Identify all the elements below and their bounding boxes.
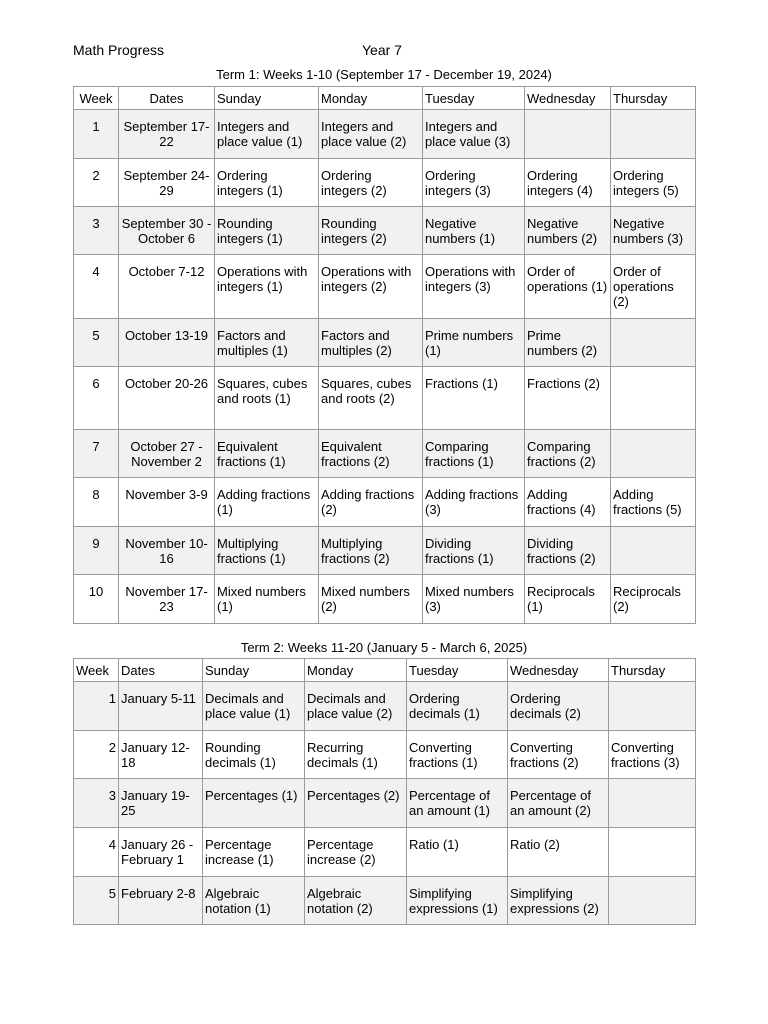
week-cell: 8: [74, 478, 119, 527]
table-row: [74, 575, 696, 624]
tuesday-cell: Ratio (1): [407, 828, 508, 877]
dates-cell: January 19-25: [119, 779, 203, 828]
table-row: [74, 779, 696, 828]
wednesday-cell: Prime numbers (2): [525, 319, 611, 367]
wednesday-cell: Ordering decimals (2): [508, 682, 609, 731]
tuesday-cell: Ordering integers (3): [423, 159, 525, 207]
monday-cell: Integers and place value (2): [319, 110, 423, 159]
thursday-cell: [611, 110, 696, 159]
wednesday-cell: [525, 110, 611, 159]
col-week-header: Week: [74, 659, 119, 682]
sunday-cell: Percentage increase (1): [203, 828, 305, 877]
dates-cell: September 30 - October 6: [119, 207, 215, 255]
tuesday-cell: Dividing fractions (1): [423, 527, 525, 575]
monday-cell: Percentages (2): [305, 779, 407, 828]
term1-header-row: [74, 87, 696, 110]
tuesday-cell: Operations with integers (3): [423, 255, 525, 319]
wednesday-cell: Ordering integers (4): [525, 159, 611, 207]
wednesday-cell: Adding fractions (4): [525, 478, 611, 527]
table-row: [74, 110, 696, 159]
thursday-cell: [609, 828, 696, 877]
sunday-cell: Decimals and place value (1): [203, 682, 305, 731]
dates-cell: September 24-29: [119, 159, 215, 207]
dates-cell: September 17-22: [119, 110, 215, 159]
col-sunday-header: Sunday: [203, 659, 305, 682]
thursday-cell: [611, 430, 696, 478]
thursday-cell: Adding fractions (5): [611, 478, 696, 527]
dates-cell: January 26 - February 1: [119, 828, 203, 877]
week-cell: 3: [74, 779, 119, 828]
week-cell: 2: [74, 159, 119, 207]
sunday-cell: Percentages (1): [203, 779, 305, 828]
term1-table: [73, 86, 696, 624]
monday-cell: Rounding integers (2): [319, 207, 423, 255]
thursday-cell: Converting fractions (3): [609, 731, 696, 779]
dates-cell: January 5-11: [119, 682, 203, 731]
week-cell: 10: [74, 575, 119, 624]
dates-cell: February 2-8: [119, 877, 203, 925]
tuesday-cell: Simplifying expressions (1): [407, 877, 508, 925]
wednesday-cell: Comparing fractions (2): [525, 430, 611, 478]
week-cell: 4: [74, 828, 119, 877]
monday-cell: Adding fractions (2): [319, 478, 423, 527]
table-row: [74, 207, 696, 255]
monday-cell: Multiplying fractions (2): [319, 527, 423, 575]
table-row: [74, 527, 696, 575]
monday-cell: Percentage increase (2): [305, 828, 407, 877]
sunday-cell: Factors and multiples (1): [215, 319, 319, 367]
sunday-cell: Ordering integers (1): [215, 159, 319, 207]
monday-cell: Mixed numbers (2): [319, 575, 423, 624]
sunday-cell: Squares, cubes and roots (1): [215, 367, 319, 430]
wednesday-cell: Order of operations (1): [525, 255, 611, 319]
monday-cell: Ordering integers (2): [319, 159, 423, 207]
wednesday-cell: Dividing fractions (2): [525, 527, 611, 575]
monday-cell: Squares, cubes and roots (2): [319, 367, 423, 430]
week-cell: 1: [74, 682, 119, 731]
tuesday-cell: Prime numbers (1): [423, 319, 525, 367]
tuesday-cell: Comparing fractions (1): [423, 430, 525, 478]
monday-cell: Recurring decimals (1): [305, 731, 407, 779]
monday-cell: Decimals and place value (2): [305, 682, 407, 731]
col-monday-header: Monday: [305, 659, 407, 682]
table-row: [74, 159, 696, 207]
col-monday-header: Monday: [319, 87, 423, 110]
col-dates-header: Dates: [119, 659, 203, 682]
sunday-cell: Adding fractions (1): [215, 478, 319, 527]
sunday-cell: Algebraic notation (1): [203, 877, 305, 925]
table-row: [74, 255, 696, 319]
wednesday-cell: Converting fractions (2): [508, 731, 609, 779]
wednesday-cell: Fractions (2): [525, 367, 611, 430]
term1-title: Term 1: Weeks 1-10 (September 17 - December 19, 2024): [216, 67, 552, 82]
thursday-cell: Order of operations (2): [611, 255, 696, 319]
col-week-header: Week: [74, 87, 119, 110]
thursday-cell: [611, 367, 696, 430]
dates-cell: October 27 - November 2: [119, 430, 215, 478]
dates-cell: October 20-26: [119, 367, 215, 430]
tuesday-cell: Mixed numbers (3): [423, 575, 525, 624]
thursday-cell: Reciprocals (2): [611, 575, 696, 624]
sunday-cell: Equivalent fractions (1): [215, 430, 319, 478]
week-cell: 5: [74, 877, 119, 925]
dates-cell: November 10-16: [119, 527, 215, 575]
thursday-cell: [609, 877, 696, 925]
dates-cell: November 3-9: [119, 478, 215, 527]
tuesday-cell: Fractions (1): [423, 367, 525, 430]
wednesday-cell: Percentage of an amount (2): [508, 779, 609, 828]
dates-cell: October 13-19: [119, 319, 215, 367]
wednesday-cell: Reciprocals (1): [525, 575, 611, 624]
col-sunday-header: Sunday: [215, 87, 319, 110]
monday-cell: Equivalent fractions (2): [319, 430, 423, 478]
thursday-cell: [611, 319, 696, 367]
thursday-cell: Ordering integers (5): [611, 159, 696, 207]
wednesday-cell: Simplifying expressions (2): [508, 877, 609, 925]
week-cell: 6: [74, 367, 119, 430]
table-row: [74, 430, 696, 478]
table-row: [74, 478, 696, 527]
col-thursday-header: Thursday: [609, 659, 696, 682]
week-cell: 2: [74, 731, 119, 779]
tuesday-cell: Ordering decimals (1): [407, 682, 508, 731]
term2-header-row: [74, 659, 696, 682]
document-title: Math Progress: [73, 42, 165, 58]
week-cell: 7: [74, 430, 119, 478]
col-tuesday-header: Tuesday: [407, 659, 508, 682]
sunday-cell: Operations with integers (1): [215, 255, 319, 319]
week-cell: 4: [74, 255, 119, 319]
monday-cell: Factors and multiples (2): [319, 319, 423, 367]
table-row: [74, 367, 696, 430]
week-cell: 1: [74, 110, 119, 159]
col-tuesday-header: Tuesday: [423, 87, 525, 110]
dates-cell: January 12-18: [119, 731, 203, 779]
thursday-cell: [609, 779, 696, 828]
term2-table: [73, 658, 696, 925]
table-row: [74, 828, 696, 877]
wednesday-cell: Ratio (2): [508, 828, 609, 877]
tuesday-cell: Converting fractions (1): [407, 731, 508, 779]
col-wednesday-header: Wednesday: [508, 659, 609, 682]
col-wednesday-header: Wednesday: [525, 87, 611, 110]
tuesday-cell: Percentage of an amount (1): [407, 779, 508, 828]
monday-cell: Operations with integers (2): [319, 255, 423, 319]
sunday-cell: Rounding decimals (1): [203, 731, 305, 779]
week-cell: 3: [74, 207, 119, 255]
tuesday-cell: Integers and place value (3): [423, 110, 525, 159]
sunday-cell: Multiplying fractions (1): [215, 527, 319, 575]
sunday-cell: Integers and place value (1): [215, 110, 319, 159]
year-label: Year 7: [362, 42, 402, 58]
table-row: [74, 877, 696, 925]
wednesday-cell: Negative numbers (2): [525, 207, 611, 255]
dates-cell: October 7-12: [119, 255, 215, 319]
thursday-cell: [609, 682, 696, 731]
dates-cell: November 17-23: [119, 575, 215, 624]
week-cell: 5: [74, 319, 119, 367]
col-thursday-header: Thursday: [611, 87, 696, 110]
thursday-cell: [611, 527, 696, 575]
tuesday-cell: Negative numbers (1): [423, 207, 525, 255]
week-cell: 9: [74, 527, 119, 575]
sunday-cell: Mixed numbers (1): [215, 575, 319, 624]
col-dates-header: Dates: [119, 87, 215, 110]
tuesday-cell: Adding fractions (3): [423, 478, 525, 527]
term2-title: Term 2: Weeks 11-20 (January 5 - March 6, 2025): [240, 640, 528, 655]
table-row: [74, 319, 696, 367]
thursday-cell: Negative numbers (3): [611, 207, 696, 255]
table-row: [74, 731, 696, 779]
table-row: [74, 682, 696, 731]
sunday-cell: Rounding integers (1): [215, 207, 319, 255]
monday-cell: Algebraic notation (2): [305, 877, 407, 925]
